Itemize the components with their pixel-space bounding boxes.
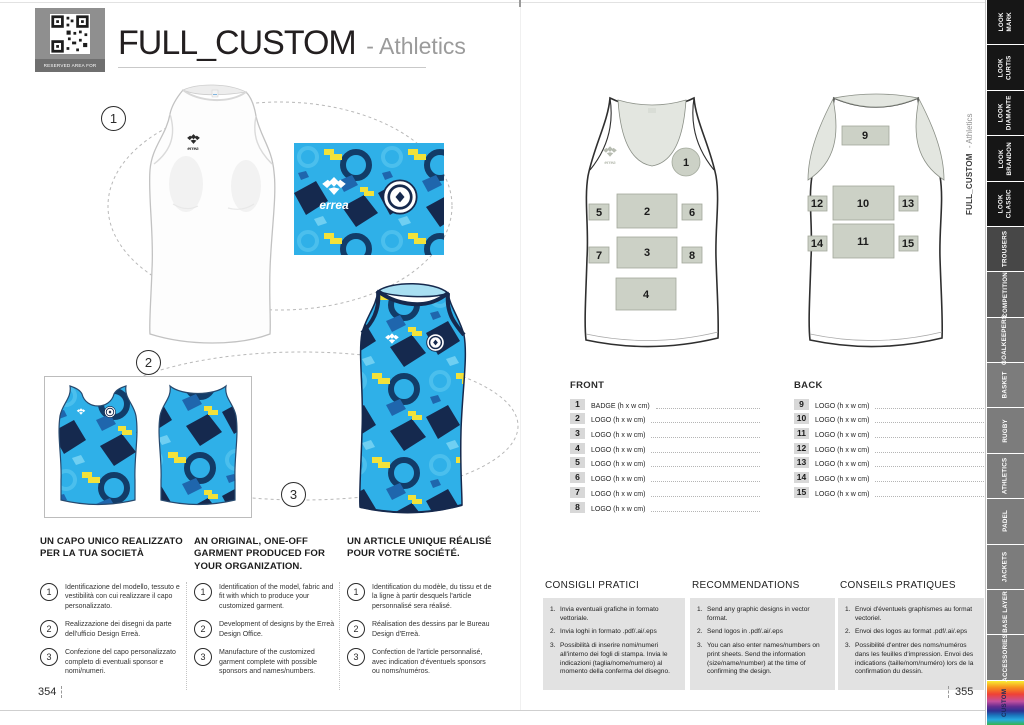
svg-text:2: 2 xyxy=(643,206,651,218)
advice-heading: RECOMMENDATIONS xyxy=(692,580,800,591)
section-tab-label: CUSTOM xyxy=(1001,688,1009,717)
section-tab-label: PADEL xyxy=(1001,510,1009,533)
vertical-section-label: FULL_CUSTOM - Athletics xyxy=(965,113,974,215)
advice-item xyxy=(697,628,828,637)
column-separator xyxy=(339,582,341,690)
section-tab-label: LOOK CURTIS xyxy=(997,55,1013,80)
step-number: 3 xyxy=(347,648,365,666)
advice-item xyxy=(550,642,678,677)
placement-label: LOGO (h x w cm) xyxy=(591,446,646,454)
section-tab[interactable] xyxy=(987,272,1024,316)
blue-tank-photo xyxy=(342,282,482,522)
svg-text:13: 13 xyxy=(901,198,915,210)
placement-row xyxy=(570,454,762,469)
back-placement-list xyxy=(794,380,986,498)
step-text: Identification of the model, fabric and fit with which to produce your customized garment. xyxy=(219,584,334,610)
zone-box-14 xyxy=(808,236,827,251)
placement-row xyxy=(570,498,762,513)
zone-box-13 xyxy=(899,196,918,211)
zone-box-8 xyxy=(682,247,702,263)
placement-row xyxy=(794,395,986,410)
placement-label: LOGO (h x w cm) xyxy=(815,417,870,425)
page-top-rule xyxy=(0,2,986,3)
section-tab-label: RUGBY xyxy=(1001,418,1009,443)
column-english xyxy=(194,536,340,677)
front-list-title: FRONT xyxy=(570,380,605,391)
advice-italian xyxy=(543,580,685,690)
advice-item-text: Invia eventuali grafiche in formato vettoriale. xyxy=(560,606,659,622)
svg-text:5: 5 xyxy=(595,207,603,219)
step-number: 3 xyxy=(40,648,58,666)
advice-item-number: 1. xyxy=(845,606,851,613)
svg-text:11: 11 xyxy=(857,236,869,248)
section-tab[interactable] xyxy=(987,633,1024,682)
page-number-divider xyxy=(948,686,950,698)
back-list-rows xyxy=(794,395,986,498)
advice-item-text: You can also enter names/numbers on print sheets. Send the information (size/name/number) at the time of confirming the design. xyxy=(707,642,820,676)
placement-number-chip: 13 xyxy=(794,457,809,468)
step-text: Manufacture of the customized garment complete with possible sponsors and names/numbers. xyxy=(219,649,318,676)
placement-number-chip: 5 xyxy=(570,457,585,468)
reseller-qr-block xyxy=(35,8,105,81)
advice-item-text: Send any graphic designs in vector format. xyxy=(707,606,810,622)
section-tab-label: LOOK MARK xyxy=(997,12,1013,32)
placement-row xyxy=(794,424,986,439)
section-tab[interactable] xyxy=(987,590,1024,634)
advice-item-number: 3. xyxy=(845,642,851,650)
placement-row xyxy=(570,483,762,498)
placement-label: LOGO (h x w cm) xyxy=(591,490,646,498)
placement-number-chip: 10 xyxy=(794,413,809,424)
svg-text:errea: errea xyxy=(319,198,349,212)
step-description xyxy=(347,583,493,611)
advice-french xyxy=(838,580,984,690)
placement-number-chip: 15 xyxy=(794,487,809,498)
svg-text:15: 15 xyxy=(901,238,915,250)
section-tab[interactable] xyxy=(987,408,1024,452)
svg-text:3: 3 xyxy=(643,247,651,259)
placement-label: LOGO (h x w cm) xyxy=(815,490,870,498)
placement-label: LOGO (h x w cm) xyxy=(591,417,646,425)
section-tab-label: ACCESSORIES xyxy=(1001,633,1009,682)
placement-writein-line xyxy=(651,466,760,467)
placement-number-chip: 12 xyxy=(794,443,809,454)
svg-text:errea: errea xyxy=(187,146,199,151)
placement-number-chip: 8 xyxy=(570,502,585,513)
page-number-left: 354 xyxy=(38,686,63,698)
club-badge-icon xyxy=(383,180,416,213)
front-list-rows xyxy=(570,395,762,513)
placement-writein-line xyxy=(651,496,760,497)
page-title-main: FULL_CUSTOM xyxy=(118,24,356,62)
zone-box-3 xyxy=(617,237,677,268)
advice-item-number: 3. xyxy=(697,642,703,650)
advice-item xyxy=(845,606,977,623)
placement-writein-line xyxy=(875,466,984,467)
section-tab-label: LOOK CLASSIC xyxy=(997,189,1013,219)
placement-row xyxy=(794,410,986,425)
fold-tick-mark xyxy=(519,0,521,7)
step-number: 2 xyxy=(194,620,212,638)
section-tab[interactable] xyxy=(987,0,1024,44)
placement-row xyxy=(570,439,762,454)
step-number: 3 xyxy=(194,648,212,666)
step-number: 2 xyxy=(40,620,58,638)
advice-item xyxy=(845,628,977,637)
white-tank-photo xyxy=(128,84,293,349)
step-number: 1 xyxy=(40,583,58,601)
zone-box-9 xyxy=(842,126,889,145)
advice-heading: CONSIGLI PRATICI xyxy=(545,580,640,591)
section-tab-label: BASKET xyxy=(1001,371,1009,399)
page-number-divider xyxy=(61,686,63,698)
placement-writein-line xyxy=(651,511,760,512)
column-heading: UN CAPO UNICO REALIZZATO PER LA TUA SOCIETÀ xyxy=(40,536,183,560)
placement-label: LOGO (h x w cm) xyxy=(815,402,870,410)
design-sketch-back xyxy=(150,382,246,512)
zone-box-12 xyxy=(808,196,827,211)
placement-number-chip: 1 xyxy=(570,399,585,410)
section-tab-label: ATHLETICS xyxy=(1001,457,1009,495)
placement-writein-line xyxy=(651,452,760,453)
section-tab-label: TROUSERS xyxy=(1001,230,1009,268)
section-tab-bar xyxy=(987,0,1024,725)
front-placement-list xyxy=(570,380,762,513)
page-edge-line xyxy=(985,0,986,725)
placement-writein-line xyxy=(875,408,984,409)
svg-text:14: 14 xyxy=(810,238,824,250)
qr-code-icon xyxy=(50,14,90,54)
advice-item xyxy=(845,642,977,677)
advice-item xyxy=(550,628,678,637)
step-text: Confezione del capo personalizzato completo di eventuali sponsor e nomi/numeri. xyxy=(65,649,176,676)
back-list-title: BACK xyxy=(794,380,823,391)
placement-label: LOGO (h x w cm) xyxy=(591,476,646,484)
placement-writein-line xyxy=(875,422,984,423)
advice-item xyxy=(697,606,828,623)
zone-box-7 xyxy=(589,247,609,263)
column-items xyxy=(347,583,493,677)
placement-label: LOGO (h x w cm) xyxy=(591,461,646,469)
column-heading: AN ORIGINAL, ONE-OFF GARMENT PRODUCED FOR YOUR ORGANIZATION. xyxy=(194,536,325,572)
svg-text:9: 9 xyxy=(861,130,869,142)
placement-number-chip: 4 xyxy=(570,443,585,454)
placement-label: LOGO (h x w cm) xyxy=(591,505,646,513)
placement-row xyxy=(794,483,986,498)
placement-label: BADGE (h x w cm) xyxy=(591,402,650,410)
step-text: Confection de l'article personnalisé, avec indication d'éventuels sponsors ou noms/numéros. xyxy=(372,649,486,676)
step-text: Identification du modèle, du tissu et de la ligne à partir desquels l'article personnalisé sera réalisé. xyxy=(372,584,492,610)
section-tab-label: GOALKEEPERS xyxy=(1001,314,1009,365)
section-tab-label: BASE LAYER xyxy=(1001,591,1009,633)
step-2-marker: 2 xyxy=(136,350,161,375)
placement-label: LOGO (h x w cm) xyxy=(591,432,646,440)
section-tab[interactable] xyxy=(987,91,1024,135)
column-separator xyxy=(186,582,188,690)
back-placement-diagram xyxy=(796,88,956,378)
svg-text:1: 1 xyxy=(682,157,690,169)
zone-box-5 xyxy=(589,204,609,220)
placement-number-chip: 11 xyxy=(794,428,809,439)
step-text: Development of designs by the Erreà Design Office. xyxy=(219,621,335,638)
placement-number-chip: 3 xyxy=(570,428,585,439)
zone-box-15 xyxy=(899,236,918,251)
club-badge-icon xyxy=(427,334,445,352)
page-title xyxy=(118,24,466,63)
step-number: 2 xyxy=(347,620,365,638)
advice-english xyxy=(690,580,835,690)
zone-box-11 xyxy=(833,224,894,258)
column-items xyxy=(194,583,340,677)
section-tab[interactable] xyxy=(987,45,1024,89)
section-tab[interactable] xyxy=(987,136,1024,180)
placement-row xyxy=(794,454,986,469)
step-3-marker: 3 xyxy=(281,482,306,507)
zone-box-10 xyxy=(833,186,894,220)
section-tab[interactable] xyxy=(987,314,1024,365)
section-tab[interactable] xyxy=(987,545,1024,589)
placement-writein-line xyxy=(656,408,760,409)
advice-item-text: Possibilità di inserire nomi/numeri all'interno dei fogli di stampa. Invia le indicazioni (taglia/nome/numero) al momento della conferma del disegno. xyxy=(560,642,670,676)
placement-writein-line xyxy=(651,437,760,438)
column-heading: UN ARTICLE UNIQUE RÉALISÉ POUR VOTRE SOCIÉTÉ. xyxy=(347,536,492,560)
step-description xyxy=(194,648,340,676)
section-tab-label: JACKETS xyxy=(1001,551,1009,583)
placement-writein-line xyxy=(651,422,760,423)
step-description xyxy=(40,648,186,676)
svg-text:7: 7 xyxy=(595,250,603,262)
step-1-marker: 1 xyxy=(101,106,126,131)
placement-number-chip: 6 xyxy=(570,472,585,483)
step-description xyxy=(194,583,340,611)
placement-label: LOGO (h x w cm) xyxy=(815,446,870,454)
svg-text:4: 4 xyxy=(642,289,650,301)
placement-row xyxy=(570,468,762,483)
advice-item-text: Send logos in .pdf/.ai/.eps xyxy=(707,628,783,636)
step-description xyxy=(347,620,493,639)
advice-item-number: 2. xyxy=(697,628,703,636)
placement-writein-line xyxy=(875,496,984,497)
zone-box-4 xyxy=(616,278,676,310)
section-tab[interactable] xyxy=(987,227,1024,271)
title-underline xyxy=(118,67,426,68)
advice-item-text: Possibilité d'entrer des noms/numéros dans les feuilles d'impression. Envoi des indications (taille/nom/numéro) lors de la confirmation du dessin. xyxy=(855,642,974,676)
placement-number-chip: 9 xyxy=(794,399,809,410)
placement-number-chip: 14 xyxy=(794,472,809,483)
svg-text:8: 8 xyxy=(688,250,696,262)
step-text: Identificazione del modello, tessuto e vestibilità con cui realizzare il capo personalizzato. xyxy=(65,584,180,610)
svg-text:6: 6 xyxy=(688,207,696,219)
step-description xyxy=(194,620,340,639)
placement-label: LOGO (h x w cm) xyxy=(815,476,870,484)
column-french xyxy=(347,536,493,677)
advice-item-number: 3. xyxy=(550,642,556,650)
front-placement-diagram xyxy=(572,88,732,378)
step-number: 1 xyxy=(347,583,365,601)
placement-row xyxy=(794,468,986,483)
placement-number-chip: 2 xyxy=(570,413,585,424)
page-bottom-rule xyxy=(0,710,986,711)
advice-item-number: 1. xyxy=(697,606,703,613)
advice-item-number: 2. xyxy=(550,628,556,636)
svg-text:12: 12 xyxy=(810,198,824,210)
placement-writein-line xyxy=(875,437,984,438)
advice-box xyxy=(838,598,984,690)
placement-writein-line xyxy=(875,452,984,453)
placement-row xyxy=(570,424,762,439)
section-tab[interactable] xyxy=(987,499,1024,543)
advice-item-number: 1. xyxy=(550,606,556,613)
advice-box xyxy=(690,598,835,690)
svg-text:errea: errea xyxy=(604,160,616,165)
page-title-sub: - Athletics xyxy=(366,33,466,59)
zone-box-6 xyxy=(682,204,702,220)
step-text: Realizzazione dei disegni da parte dell'ufficio Design Erreà. xyxy=(65,621,172,638)
design-sketch-box xyxy=(44,376,252,518)
advice-item-text: Envoi des logos au format .pdf/.ai/.eps xyxy=(855,628,968,636)
placement-label: LOGO (h x w cm) xyxy=(815,461,870,469)
advice-box xyxy=(543,598,685,690)
column-italian xyxy=(40,536,186,677)
section-tab[interactable] xyxy=(987,363,1024,407)
advice-item xyxy=(550,606,678,623)
placement-row xyxy=(794,439,986,454)
step-number: 1 xyxy=(194,583,212,601)
fabric-swatch xyxy=(294,143,444,255)
placement-writein-line xyxy=(875,481,984,482)
step-description xyxy=(347,648,493,676)
step-description xyxy=(40,620,186,639)
zone-box-1 xyxy=(672,148,700,176)
advice-item xyxy=(697,642,828,677)
section-tab-label: LOOK DIAMANTE xyxy=(997,95,1013,131)
placement-label: LOGO (h x w cm) xyxy=(815,432,870,440)
column-items xyxy=(40,583,186,677)
section-tab-label: LOOK BRANDON xyxy=(997,141,1013,175)
advice-item-number: 2. xyxy=(845,628,851,636)
svg-text:10: 10 xyxy=(856,198,870,210)
page-number-right: 355 xyxy=(948,686,973,698)
design-sketch-front xyxy=(50,382,146,512)
section-tab[interactable] xyxy=(987,182,1024,226)
placement-row xyxy=(570,410,762,425)
step-description xyxy=(40,583,186,611)
section-tab-label: COMPETITION xyxy=(1001,271,1009,318)
advice-item-text: Invia loghi in formato .pdf/.ai/.eps xyxy=(560,628,657,636)
placement-writein-line xyxy=(651,481,760,482)
placement-number-chip: 7 xyxy=(570,487,585,498)
step-text: Réalisation des dessins par le Bureau Design d'Erreà. xyxy=(372,621,490,638)
advice-item-text: Envoi d'éventuels graphismes au format vectoriel. xyxy=(855,606,973,622)
qr-caption: RESERVED AREA FOR RESELLERS xyxy=(35,59,105,72)
placement-row xyxy=(570,395,762,410)
advice-heading: CONSEILS PRATIQUES xyxy=(840,580,956,591)
zone-box-2 xyxy=(617,194,677,228)
section-tab[interactable] xyxy=(987,454,1024,498)
section-tab[interactable] xyxy=(987,681,1024,725)
